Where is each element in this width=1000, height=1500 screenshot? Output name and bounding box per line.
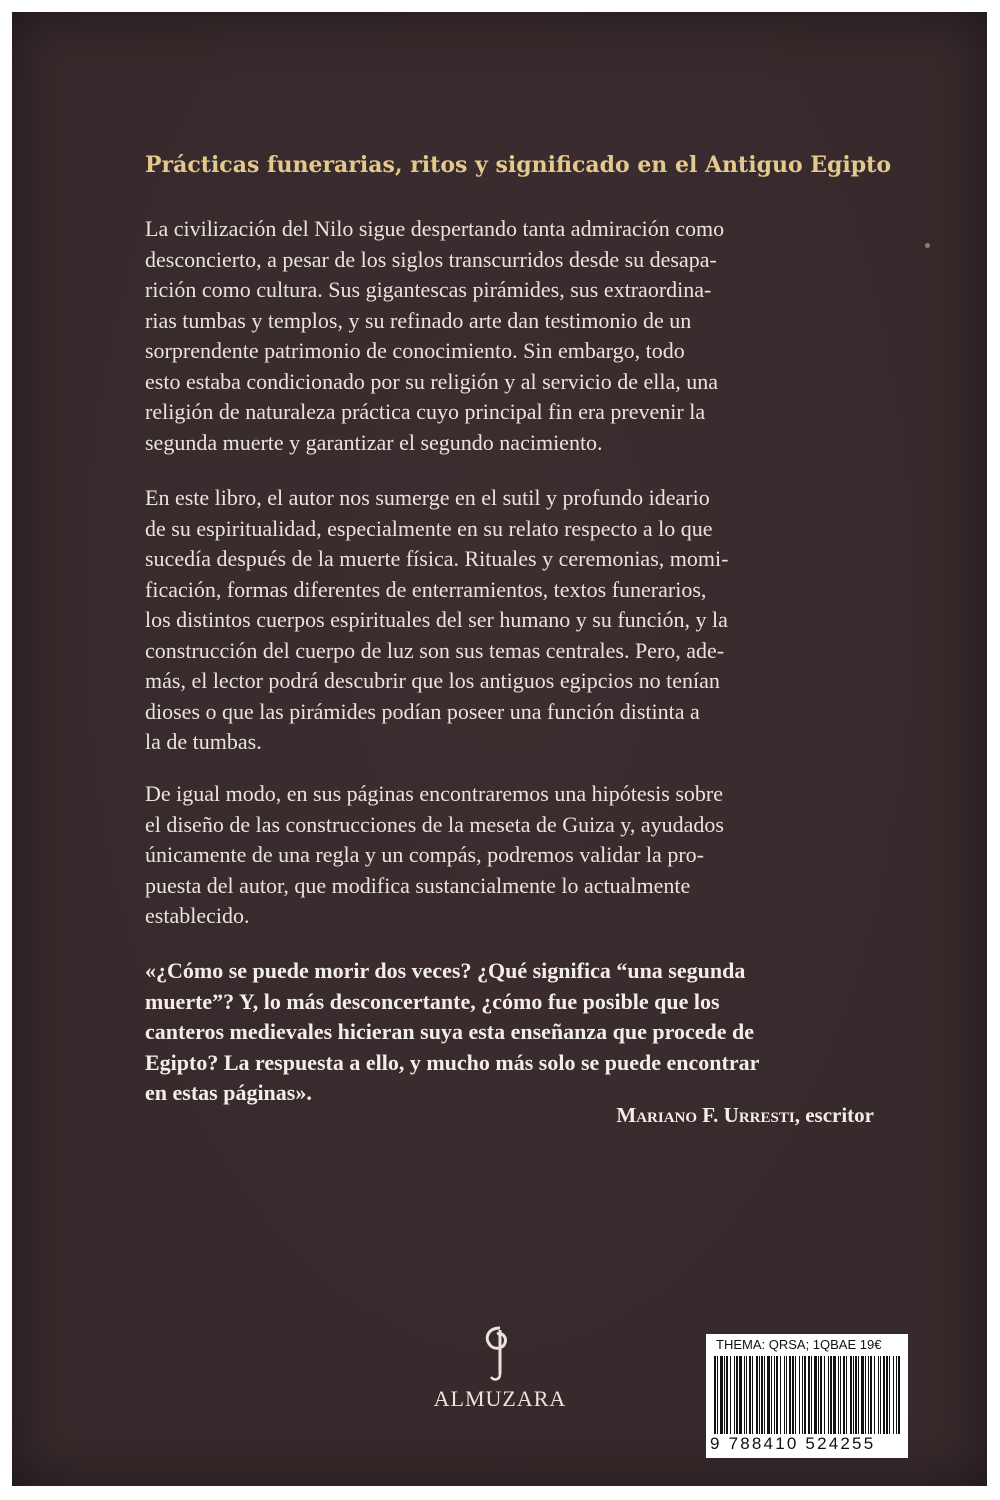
paragraph-book-content: En este libro, el autor nos sumerge en el sutil y profundo ideario de su espiritualidad, especialmente en su relato respecto a lo que sucedía después de la muerte física. Rituales y ceremonias, momi- ficación, formas diferentes de enterramientos, textos funerarios, los distintos cuerpos espirituales del ser humano y su función, y la construcción del cuerpo de luz son sus temas centrales. Pero, ade- más, el lector podrá descubrir que los antiguos egipcios no tenían dioses o que las pirámides podían poseer una función distinta a la de tumbas. xyxy=(145,485,729,754)
publisher-name: ALMUZARA xyxy=(433,1386,567,1411)
quote-author-name: Mariano F. Urresti xyxy=(616,1103,795,1127)
endorsement-quote: «¿Cómo se puede morir dos veces? ¿Qué significa “una segunda muerte”? Y, lo más desconcertante, ¿cómo fue posible que los canteros medievales hicieran suya esta enseñanza que procede de Egipto? La respuesta a ello, y mucho más solo se puede encontrar en estas páginas». xyxy=(145,958,760,1105)
paragraph-intro: La civilización del Nilo sigue despertando tanta admiración como desconcierto, a pesar de los siglos transcurridos desde su desapa- rición como cultura. Sus gigantescas pirámides, sus extraordina- rias tumbas y templos, y su refinado arte dan testimonio de un sorprendente patrimonio de conocimiento. Sin embargo, todo esto estaba condicionado por su religión y al servicio de ella, una religión de naturaleza práctica cuyo principal fin era prevenir la segunda muerte y garantizar el segundo nacimiento. xyxy=(145,216,725,455)
paragraph-guiza-hypothesis: De igual modo, en sus páginas encontraremos una hipótesis sobre el diseño de las construcciones de la meseta de Guiza y, ayudados únicamente de una regla y un compás, podremos validar la pro- puesta del autor, que modifica sustancialmente lo actualmente establecido. xyxy=(145,781,724,928)
isbn-barcode xyxy=(712,1356,902,1434)
isbn-number: 9 788410 524255 xyxy=(710,1434,876,1453)
quote-attribution xyxy=(616,1103,874,1128)
thema-code: THEMA: QRSA; 1QBAE 19€ xyxy=(716,1337,882,1352)
barcode-label xyxy=(706,1334,908,1458)
quote-author-role: , escritor xyxy=(794,1103,874,1127)
almuzara-logo-icon xyxy=(470,1322,530,1384)
cover-headline: Prácticas funerarias, ritos y significado en el Antiguo Egipto xyxy=(145,152,892,178)
speck-mark xyxy=(925,243,930,248)
